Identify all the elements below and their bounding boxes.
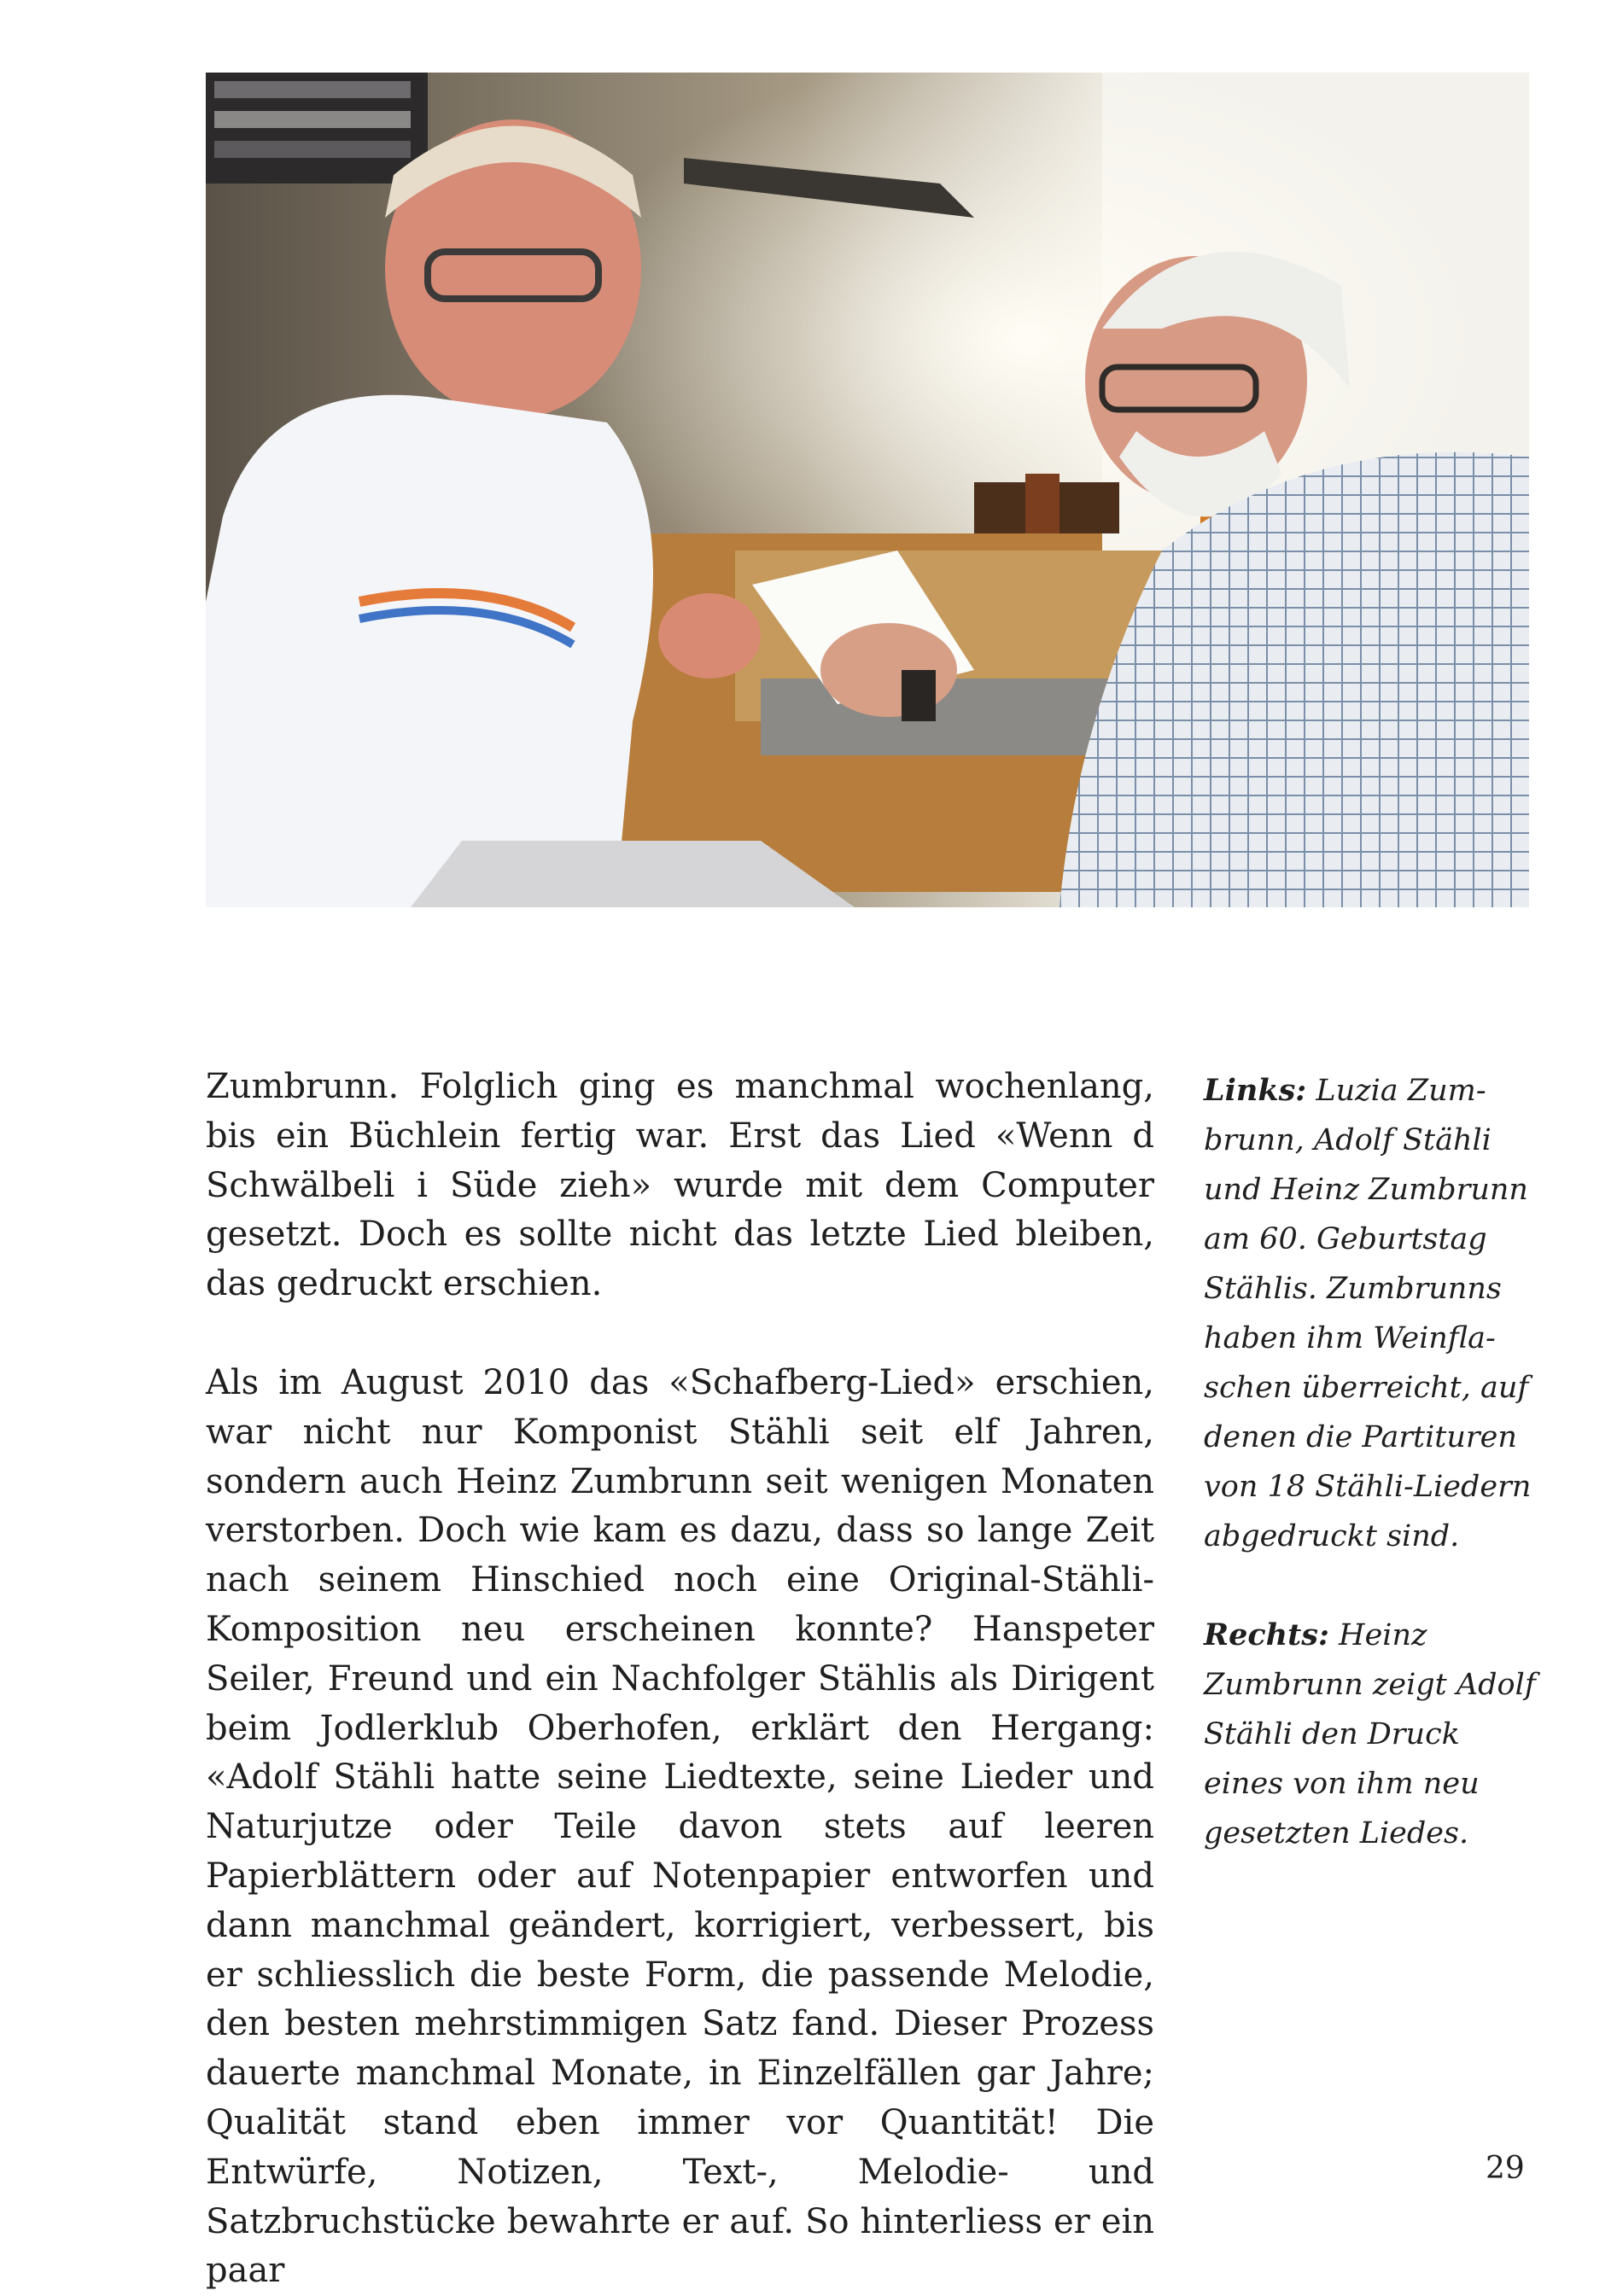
caption-left-line: Stählis. Zumbrunns [1204, 1272, 1502, 1306]
photo-captions [1204, 1066, 1537, 1858]
caption-left [1204, 1066, 1537, 1561]
caption-right-line: Heinz [1339, 1618, 1427, 1652]
body-paragraph-2: Als im August 2010 das «Schafberg-Lied» erschien, war nicht nur Komponist Stähli seit elf Jahren, sondern auch Heinz Zumbrunn seit wenigen Monaten verstorben. Doch wie kam es dazu, dass so lange Zeit nach seinem Hinschied noch eine Original-Stähli-Komposition neu erscheinen konnte? Hanspeter Seiler, Freund und ein Nachfolger Stählis als Dirigent beim Jodlerklub Oberhofen, erklärt den Hergang: «Adolf Stähli hatte seine Liedtexte, seine Lieder und Naturjutze oder Teile davon stets auf leeren Papierblättern oder auf Notenpapier entworfen und dann manchmal geändert, korrigiert, verbessert, bis er schliesslich die beste Form, die passende Melodie, den besten mehrstimmigen Satz fand. Dieser Prozess dauerte manchmal Monate, in Einzelfällen gar Jahre; Qualität stand eben immer vor Quantität! Die Entwürfe, Notizen, Text-, Melodie- und Satzbruchstücke bewahrte er auf. So hinterliess er ein paar [206, 1362, 1154, 2291]
caption-right [1204, 1611, 1537, 1858]
caption-left-line: haben ihm Weinfla- [1204, 1321, 1496, 1355]
caption-right-line: eines von ihm neu [1204, 1767, 1480, 1801]
caption-right-label: Rechts: [1204, 1617, 1329, 1652]
caption-left-line: brunn, Adolf Stähli [1204, 1123, 1491, 1157]
caption-right-line: Stähli den Druck [1204, 1717, 1460, 1751]
caption-left-label: Links: [1204, 1073, 1307, 1108]
photo [206, 73, 1529, 907]
caption-left-line: Luzia Zum- [1316, 1074, 1486, 1108]
caption-left-line: schen überreicht, auf [1204, 1371, 1529, 1405]
caption-right-line: gesetzten Liedes. [1204, 1816, 1469, 1850]
caption-right-line: Zumbrunn zeigt Adolf [1204, 1668, 1536, 1702]
caption-left-line: am 60. Geburtstag [1204, 1222, 1487, 1256]
page-number: 29 [1486, 2151, 1525, 2186]
caption-left-line: und Heinz Zumbrunn [1204, 1173, 1528, 1207]
body-paragraph-1: Zumbrunn. Folglich ging es manchmal wochenlang, bis ein Büchlein fertig war. Erst das Lied «Wenn d Schwälbeli i Süde zieh» wurde mit dem Computer gesetzt. Doch es sollte nicht das letzte Lied bleiben, das gedruckt erschien. [206, 1067, 1154, 1304]
body-text [206, 1063, 1154, 2296]
caption-left-line: abgedruckt sind. [1204, 1519, 1460, 1553]
caption-left-line: denen die Partituren [1204, 1420, 1517, 1454]
caption-left-line: von 18 Stähli-Liedern [1204, 1470, 1532, 1504]
photo-illustration [206, 73, 1529, 907]
